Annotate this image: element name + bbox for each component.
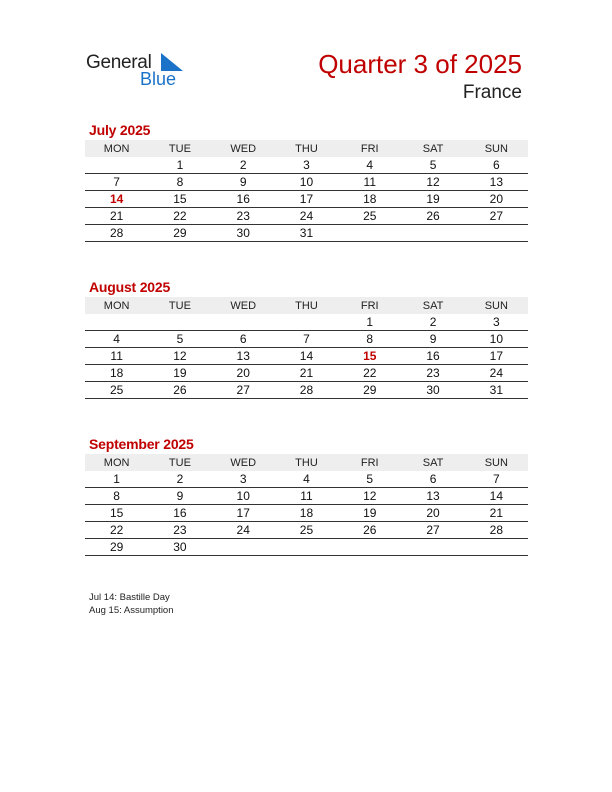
weekday-header: MON [103,456,130,469]
day-cell: 29 [85,539,148,556]
day-cell: 28 [465,522,528,539]
day-cell: 24 [275,208,338,225]
day-cell: 16 [212,191,275,208]
day-cell: 23 [148,522,211,539]
day-cell: 20 [465,191,528,208]
week-row [85,471,528,488]
day-cell: 25 [338,208,401,225]
day-cell: 6 [465,157,528,174]
day-cell: 6 [401,471,464,488]
day-cell: 9 [148,488,211,505]
day-cell: 10 [275,174,338,191]
day-cell: 24 [465,365,528,382]
day-cell [85,314,148,331]
week-row [85,348,528,365]
day-cell [401,225,464,242]
day-cell: 30 [401,382,464,399]
day-cell: 4 [338,157,401,174]
day-cell: 13 [465,174,528,191]
day-cell: 31 [465,382,528,399]
day-cell: 22 [148,208,211,225]
weekday-header-row [85,454,528,471]
day-cell: 28 [275,382,338,399]
day-cell: 30 [212,225,275,242]
day-cell: 23 [212,208,275,225]
day-cell: 1 [148,157,211,174]
month-calendar-table [85,454,528,556]
week-row [85,157,528,174]
day-cell: 7 [275,331,338,348]
day-cell: 14 [275,348,338,365]
day-cell [465,225,528,242]
day-cell: 14 [465,488,528,505]
week-row [85,314,528,331]
weekday-header: THU [295,456,318,469]
day-cell: 15 [148,191,211,208]
month-calendar-table [85,140,528,242]
day-cell: 18 [338,191,401,208]
day-cell: 2 [212,157,275,174]
day-cell: 9 [212,174,275,191]
month-block [85,435,528,556]
day-cell: 1 [338,314,401,331]
day-cell: 2 [148,471,211,488]
day-cell: 8 [338,331,401,348]
weekday-header: TUE [168,142,191,155]
weekday-header: WED [230,456,257,469]
week-row [85,488,528,505]
day-cell: 27 [212,382,275,399]
day-cell: 13 [212,348,275,365]
day-cell: 10 [212,488,275,505]
logo-general-text: General [86,52,152,73]
day-cell: 25 [275,522,338,539]
day-cell: 28 [85,225,148,242]
weekday-header: WED [230,299,257,312]
day-cell [85,157,148,174]
week-row [85,382,528,399]
day-cell: 12 [338,488,401,505]
week-row [85,174,528,191]
day-cell: 26 [338,522,401,539]
day-cell: 12 [401,174,464,191]
day-cell [401,539,464,556]
day-cell: 21 [465,505,528,522]
day-cell: 20 [401,505,464,522]
month-block [85,121,528,242]
holiday-day-cell: 15 [338,348,401,365]
weekday-header-row [85,140,528,157]
day-cell [338,225,401,242]
week-row [85,208,528,225]
day-cell: 11 [85,348,148,365]
week-row [85,225,528,242]
month-block [85,278,528,399]
day-cell: 19 [401,191,464,208]
day-cell: 27 [465,208,528,225]
day-cell: 29 [148,225,211,242]
month-title: August 2025 [89,279,171,295]
day-cell: 17 [465,348,528,365]
day-cell: 19 [148,365,211,382]
logo-blue-text: Blue [140,69,177,89]
day-cell: 1 [85,471,148,488]
day-cell: 6 [212,331,275,348]
month-title: July 2025 [89,122,151,138]
week-row [85,522,528,539]
day-cell: 11 [338,174,401,191]
day-cell: 4 [85,331,148,348]
day-cell: 23 [401,365,464,382]
weekday-header: FRI [360,142,379,155]
day-cell: 13 [401,488,464,505]
day-cell: 10 [465,331,528,348]
day-cell: 16 [148,505,211,522]
day-cell [275,539,338,556]
week-row [85,191,528,208]
weekday-header-row [85,297,528,314]
day-cell: 26 [148,382,211,399]
day-cell: 8 [85,488,148,505]
day-cell: 17 [212,505,275,522]
weekday-header: SAT [422,142,444,155]
holiday-note: Jul 14: Bastille Day [89,592,170,603]
day-cell: 3 [275,157,338,174]
day-cell [465,539,528,556]
generalblue-logo [86,52,186,92]
day-cell: 12 [148,348,211,365]
day-cell: 17 [275,191,338,208]
day-cell: 4 [275,471,338,488]
weekday-header: MON [103,299,130,312]
day-cell: 22 [85,522,148,539]
day-cell: 30 [148,539,211,556]
weekday-header: MON [103,142,130,155]
weekday-header: SUN [484,299,508,312]
weekday-header: SAT [422,299,444,312]
day-cell [338,539,401,556]
week-row [85,365,528,382]
day-cell: 20 [212,365,275,382]
day-cell: 3 [465,314,528,331]
holiday-note: Aug 15: Assumption [89,604,174,616]
day-cell: 5 [338,471,401,488]
month-title: September 2025 [89,436,194,452]
day-cell: 27 [401,522,464,539]
day-cell: 2 [401,314,464,331]
day-cell: 5 [401,157,464,174]
weekday-header: FRI [360,456,379,469]
day-cell [212,539,275,556]
day-cell [148,314,211,331]
day-cell: 5 [148,331,211,348]
day-cell: 26 [401,208,464,225]
day-cell: 15 [85,505,148,522]
day-cell: 25 [85,382,148,399]
day-cell: 16 [401,348,464,365]
weekday-header: THU [295,299,318,312]
weekday-header: TUE [168,456,191,469]
day-cell: 9 [401,331,464,348]
month-calendar-table [85,297,528,399]
country-name: France [462,82,522,103]
week-row [85,539,528,556]
day-cell: 18 [85,365,148,382]
holiday-day-cell: 14 [85,191,148,208]
weekday-header: SUN [484,456,508,469]
day-cell: 31 [275,225,338,242]
weekday-header: SUN [484,142,508,155]
day-cell [275,314,338,331]
page-title: Quarter 3 of 2025 [318,49,522,79]
weekday-header: TUE [168,299,191,312]
day-cell: 19 [338,505,401,522]
day-cell: 22 [338,365,401,382]
day-cell: 3 [212,471,275,488]
day-cell: 21 [275,365,338,382]
week-row [85,331,528,348]
weekday-header: WED [230,142,257,155]
day-cell: 18 [275,505,338,522]
day-cell: 8 [148,174,211,191]
day-cell: 24 [212,522,275,539]
weekday-header: THU [295,142,318,155]
weekday-header: FRI [360,299,379,312]
day-cell: 29 [338,382,401,399]
day-cell [212,314,275,331]
day-cell: 21 [85,208,148,225]
week-row [85,505,528,522]
day-cell: 7 [85,174,148,191]
holiday-notes [89,592,174,617]
day-cell: 7 [465,471,528,488]
weekday-header: SAT [422,456,444,469]
day-cell: 11 [275,488,338,505]
